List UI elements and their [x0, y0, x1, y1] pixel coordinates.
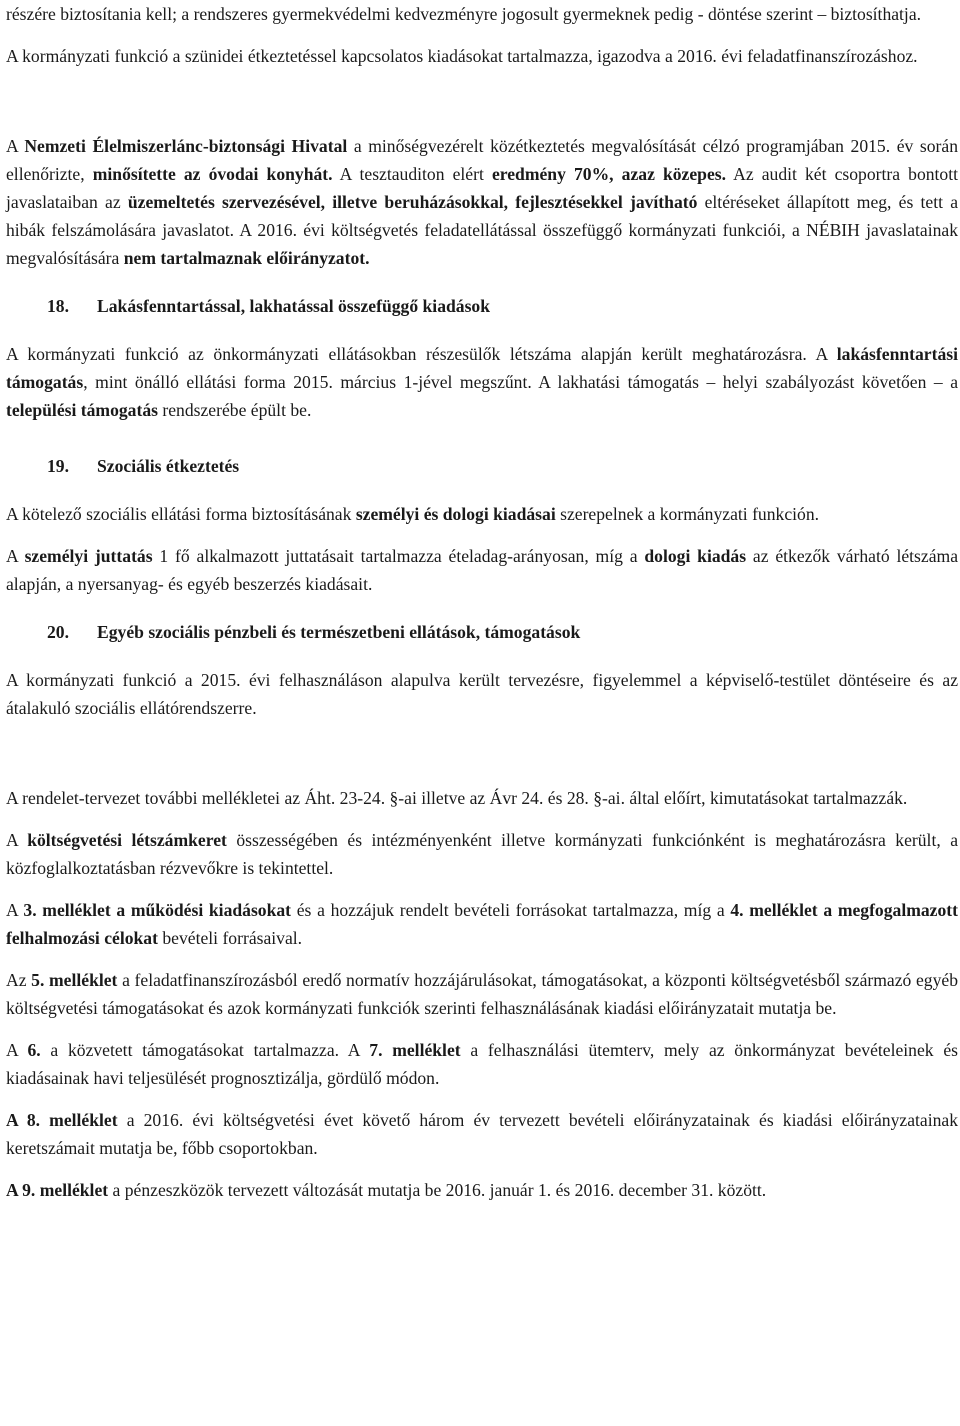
- document-page: [6, 0, 958, 1204]
- intro-paragraph-2: A kormányzati funkció a szünidei étkeztetéssel kapcsolatos kiadásokat tartalmazza, igazodva a 2016. évi feladatfinanszírozáshoz.: [6, 46, 918, 66]
- annex-paragraph-6: A 8. melléklet a 2016. évi költségvetési évet követő három év tervezett bevételi előirányzatainak és kiadási előirányzatainak keretszámait mutatja be, főbb csoportokban.: [6, 1110, 959, 1158]
- intro-paragraph: részére biztosítania kell; a rendszeres gyermekvédelmi kedvezményre jogosult gyermeknek pedig - döntése szerint – biztosíthatja.: [6, 4, 922, 24]
- section-20-heading: [6, 618, 958, 646]
- section-19-heading: [6, 452, 958, 480]
- section-title: Egyéb szociális pénzbeli és természetbeni ellátások, támogatások: [97, 622, 581, 642]
- section-number: 20.: [47, 622, 69, 642]
- section-18-heading: [6, 292, 958, 320]
- section-number: 18.: [47, 296, 69, 316]
- annex-paragraph-7: A 9. melléklet a pénzeszközök tervezett változását mutatja be 2016. január 1. és 2016. december 31. között.: [6, 1180, 767, 1200]
- annex-paragraph-2: A költségvetési létszámkeret összességében és intézményenként illetve kormányzati funkciónként is meghatározásra került, a közfoglalkoztatásban rézvevőkre is tekintettel.: [6, 830, 959, 878]
- section-20-paragraph: A kormányzati funkció a 2015. évi felhasználáson alapulva került tervezésre, figyelemmel a képviselő-testület döntéseire és az átalakuló szociális ellátórendszerre.: [6, 670, 958, 718]
- annex-paragraph-4: Az 5. melléklet a feladatfinanszírozásból eredő normatív hozzájárulásokat, támogatásokat, a központi költségvetésből származó egyéb költségvetési támogatásokat és azok kormányzati funkciók szerinti felhasználásának kiadási előirányzatait mutatja be.: [6, 970, 959, 1018]
- section-19-paragraph-2: A személyi juttatás 1 fő alkalmazott juttatásait tartalmazza ételadag-arányosan, míg a dologi kiadás az étkezők várható létszáma alapján, a nyersanyag- és egyéb beszerzés kiadásait.: [6, 546, 959, 594]
- annex-paragraph-3: A 3. melléklet a működési kiadásokat és a hozzájuk rendelt bevételi forrásokat tartalmazza, míg a 4. melléklet a megfogalmazott felhalmozási célokat bevételi forrásaival.: [6, 900, 958, 948]
- section-19-paragraph-1: A kötelező szociális ellátási forma biztosításának személyi és dologi kiadásai szerepelnek a kormányzati funkción.: [6, 504, 820, 524]
- annex-paragraph-5: A 6. a közvetett támogatásokat tartalmazza. A 7. melléklet a felhasználási ütemterv, mely az önkormányzat bevételeinek és kiadásainak havi teljesülését prognosztizálja, gördülő módon.: [6, 1040, 958, 1088]
- section-number: 19.: [47, 456, 69, 476]
- section-title: Szociális étkeztetés: [97, 456, 240, 476]
- annex-paragraph-1: A rendelet-tervezet további mellékletei az Áht. 23-24. §-ai illetve az Ávr 24. és 28. §-ai. által előírt, kimutatásokat tartalmazzák.: [6, 788, 908, 808]
- nebih-audit-paragraph: A Nemzeti Élelmiszerlánc-biztonsági Hivatal a minőségvezérelt közétkeztetés megvalósítását célzó programjában 2015. év során ellenőrizte, minősítette az óvodai konyhát. A tesztauditon elért eredmény 70%, azaz közepes. Az audit két csoportra bontott javaslataiban az üzemeltetés szervezésével, illetve beruházásokkal, fejlesztésekkel javítható eltéréseket állapított meg, és tett a hibák felszámolására javaslatot. A 2016. évi költségvetés feladatellátással összefüggő kormányzati funkciói, a NÉBIH javaslatainak megvalósítására nem tartalmaznak előirányzatot.: [6, 136, 959, 268]
- section-title: Lakásfenntartással, lakhatással összefüggő kiadások: [97, 296, 490, 316]
- section-18-paragraph: A kormányzati funkció az önkormányzati ellátásokban részesülők létszáma alapján került meghatározásra. A lakásfenntartási támogatás, mint önálló ellátási forma 2015. március 1-jével megszűnt. A lakhatási támogatás – helyi szabályozást követően – a települési támogatás rendszerébe épült be.: [6, 344, 958, 420]
